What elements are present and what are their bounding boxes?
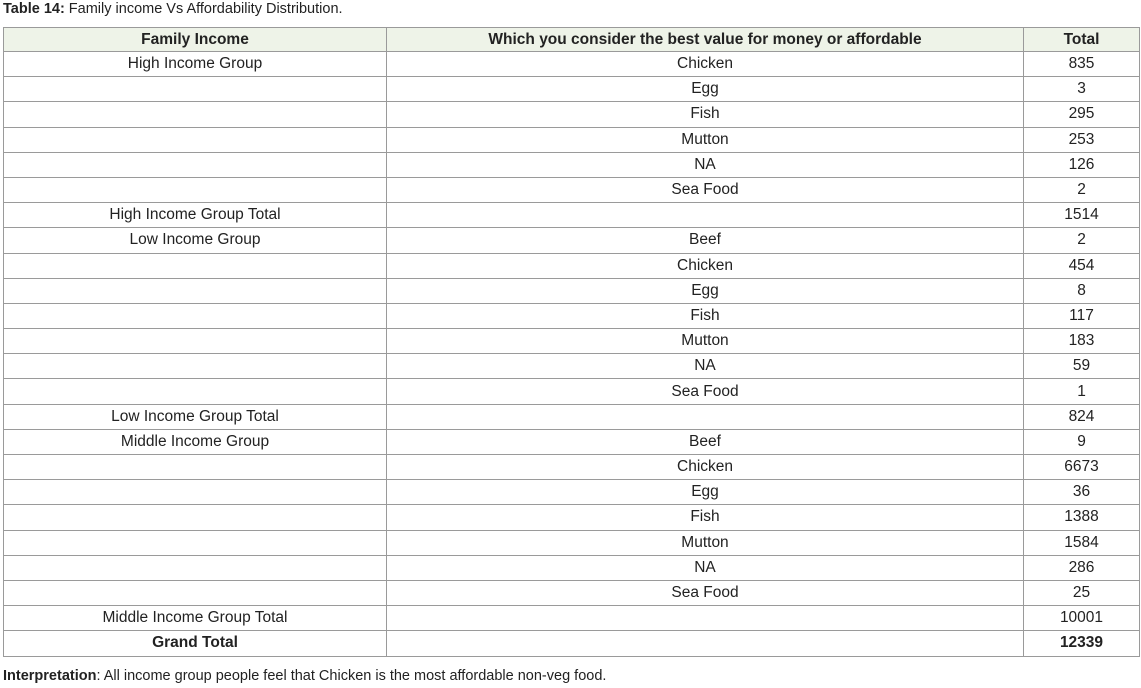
caption-label: Table 14: — [3, 1, 65, 17]
family-income-cell — [4, 505, 387, 530]
family-income-cell: Low Income Group — [4, 228, 387, 253]
family-income-cell: Middle Income Group Total — [4, 606, 387, 631]
family-income-cell — [4, 329, 387, 354]
table-row — [4, 580, 1140, 605]
total-cell: 25 — [1024, 580, 1140, 605]
item-cell: Mutton — [387, 530, 1024, 555]
table-caption — [3, 0, 343, 18]
item-cell — [387, 404, 1024, 429]
item-cell: NA — [387, 152, 1024, 177]
total-cell: 3 — [1024, 77, 1140, 102]
total-cell: 117 — [1024, 303, 1140, 328]
total-cell: 6673 — [1024, 455, 1140, 480]
family-income-cell — [4, 354, 387, 379]
grand-total-row — [4, 631, 1140, 656]
total-cell: 1388 — [1024, 505, 1140, 530]
table-row — [4, 379, 1140, 404]
total-cell: 2 — [1024, 177, 1140, 202]
table-row — [4, 404, 1140, 429]
item-cell: Egg — [387, 480, 1024, 505]
item-cell: Beef — [387, 429, 1024, 454]
item-cell: Egg — [387, 77, 1024, 102]
item-cell: Beef — [387, 228, 1024, 253]
item-cell: Sea Food — [387, 580, 1024, 605]
family-income-cell: High Income Group — [4, 52, 387, 77]
family-income-cell — [4, 455, 387, 480]
caption-text: Family income Vs Affordability Distribution. — [64, 1, 343, 17]
item-cell: NA — [387, 354, 1024, 379]
header-family-income: Family Income — [4, 28, 387, 52]
table-row — [4, 329, 1140, 354]
total-cell: 1514 — [1024, 203, 1140, 228]
family-income-cell — [4, 480, 387, 505]
header-total: Total — [1024, 28, 1140, 52]
item-cell: Mutton — [387, 127, 1024, 152]
family-income-cell — [4, 278, 387, 303]
family-income-cell — [4, 177, 387, 202]
total-cell: 1 — [1024, 379, 1140, 404]
grand-total-value: 12339 — [1024, 631, 1140, 656]
grand-total-label: Grand Total — [4, 631, 387, 656]
total-cell: 10001 — [1024, 606, 1140, 631]
table-row — [4, 455, 1140, 480]
total-cell: 9 — [1024, 429, 1140, 454]
item-cell: Chicken — [387, 253, 1024, 278]
total-cell: 253 — [1024, 127, 1140, 152]
item-cell: Fish — [387, 303, 1024, 328]
family-income-cell — [4, 253, 387, 278]
table-row — [4, 429, 1140, 454]
table-row — [4, 530, 1140, 555]
item-cell: Sea Food — [387, 379, 1024, 404]
family-income-cell — [4, 152, 387, 177]
item-cell — [387, 203, 1024, 228]
table-row — [4, 555, 1140, 580]
table-row — [4, 303, 1140, 328]
item-cell: Chicken — [387, 52, 1024, 77]
interpretation-label: Interpretation — [3, 668, 97, 684]
table-row — [4, 152, 1140, 177]
table-row — [4, 203, 1140, 228]
table-row — [4, 177, 1140, 202]
total-cell: 8 — [1024, 278, 1140, 303]
table-row — [4, 505, 1140, 530]
total-cell: 183 — [1024, 329, 1140, 354]
family-income-cell: Middle Income Group — [4, 429, 387, 454]
family-income-cell — [4, 530, 387, 555]
table-row — [4, 480, 1140, 505]
item-cell — [387, 606, 1024, 631]
total-cell: 1584 — [1024, 530, 1140, 555]
total-cell: 835 — [1024, 52, 1140, 77]
family-income-cell — [4, 77, 387, 102]
total-cell: 59 — [1024, 354, 1140, 379]
item-cell: Sea Food — [387, 177, 1024, 202]
table-row — [4, 253, 1140, 278]
table-row — [4, 102, 1140, 127]
table-row — [4, 52, 1140, 77]
table-row — [4, 127, 1140, 152]
table-row — [4, 228, 1140, 253]
table-row — [4, 606, 1140, 631]
family-income-cell — [4, 580, 387, 605]
interpretation-text: : All income group people feel that Chicken is the most affordable non-veg food. — [96, 668, 607, 684]
table-row — [4, 77, 1140, 102]
header-row — [4, 28, 1140, 52]
income-affordability-table — [3, 27, 1140, 657]
family-income-cell: Low Income Group Total — [4, 404, 387, 429]
total-cell: 824 — [1024, 404, 1140, 429]
total-cell: 126 — [1024, 152, 1140, 177]
family-income-cell: High Income Group Total — [4, 203, 387, 228]
item-cell: Mutton — [387, 329, 1024, 354]
total-cell: 2 — [1024, 228, 1140, 253]
grand-total-item — [387, 631, 1024, 656]
family-income-cell — [4, 127, 387, 152]
total-cell: 295 — [1024, 102, 1140, 127]
family-income-cell — [4, 102, 387, 127]
total-cell: 286 — [1024, 555, 1140, 580]
table-row — [4, 278, 1140, 303]
item-cell: Fish — [387, 102, 1024, 127]
family-income-cell — [4, 379, 387, 404]
family-income-cell — [4, 555, 387, 580]
interpretation-note — [3, 667, 606, 685]
total-cell: 36 — [1024, 480, 1140, 505]
table-body — [4, 52, 1140, 657]
item-cell: Fish — [387, 505, 1024, 530]
item-cell: Egg — [387, 278, 1024, 303]
header-best-value: Which you consider the best value for money or affordable — [387, 28, 1024, 52]
table-row — [4, 354, 1140, 379]
family-income-cell — [4, 303, 387, 328]
item-cell: Chicken — [387, 455, 1024, 480]
item-cell: NA — [387, 555, 1024, 580]
total-cell: 454 — [1024, 253, 1140, 278]
